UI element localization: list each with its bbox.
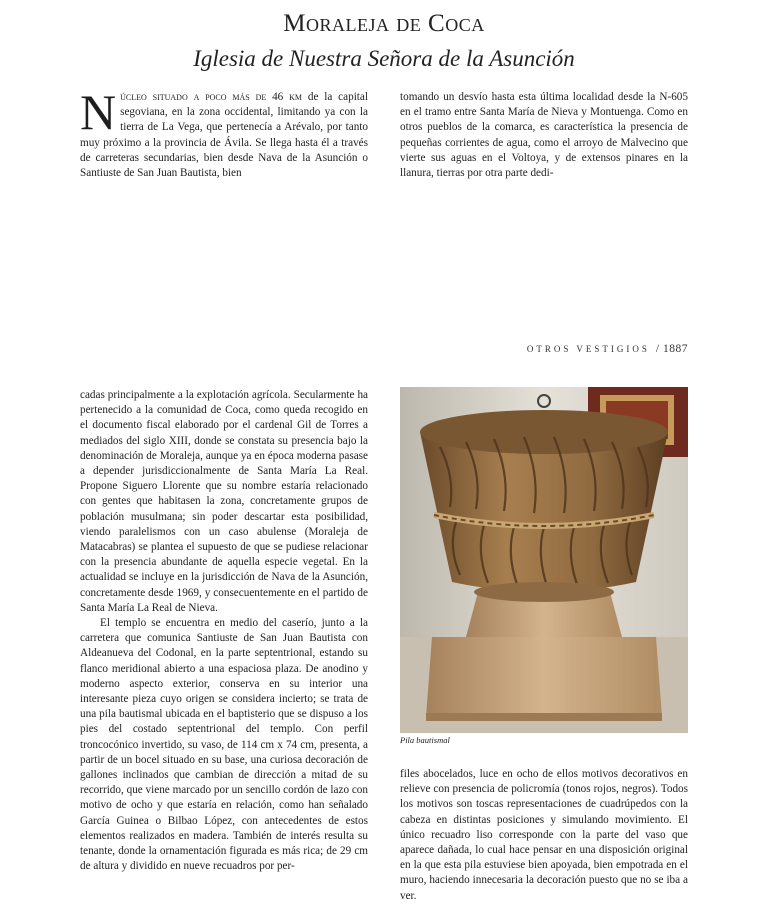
page-title: Moraleja de Coca bbox=[283, 10, 485, 37]
running-head bbox=[400, 343, 688, 355]
column-1-top bbox=[80, 84, 368, 181]
page-number: / 1887 bbox=[655, 343, 688, 355]
column-2-bottom bbox=[400, 767, 688, 904]
baptismal-font-photo bbox=[400, 387, 688, 733]
paragraph-intro: de la capital segoviana, en la zona occidental, limitando ya con la tierra de La Vega, que pertenecía a Arévalo, por tanto muy próximo a la provincia de Ávila. Se llega hasta él a través de carreteras secundarias, bien desde Nava de la Asunción o Santiuste de San Juan Bautista, bien bbox=[80, 91, 368, 180]
column-2-top bbox=[400, 90, 688, 181]
drop-cap: N bbox=[80, 84, 117, 140]
lead-in: úcleo situado a poco más de 46 km bbox=[120, 91, 302, 103]
section-name: OTROS VESTIGIOS bbox=[526, 344, 650, 354]
paragraph-history: cadas principalmente a la explotación agrícola. Secularmente ha pertenecido a la comunidad de Coca, como queda recogido en el documento fiscal elaborado por el cardenal Gil de Torres a mediados del siglo XIII, donde se constata su presencia bajo la denominación de Moraleja, aunque ya en época moderna pasase a depender jurisdiccionalmente de Santa María La Real. Propone Siguero Llorente que su nombre estaría relacionado con gentes que habitasen la zona, concretamente grupos de población musulmana; sin poder descartar esta posibilidad, viendo paralelismos con un caso abulense (Moraleja de Matacabras) se plantea el supuesto de que se pudiese relacionar con la presencia abundante de aquella especie vegetal. En la actualidad se incluye en la jurisdicción de Nava de la Asunción, concretamente desde 1969, y consecuentemente en el partido de Santa María La Real de Nieva. bbox=[80, 389, 368, 614]
paragraph-temple: El templo se encuentra en medio del caserío, junto a la carretera que comunica Santiuste de San Juan Bautista con Aldeanueva del Codonal, en la parte septentrional, estando su flanco meridional abierto a una espaciosa plaza. De anodino y moderno aspecto exterior, conserva en su interior una interesante pieza cuyo origen se considera incierto; se trata de una pila bautismal ubicada en el baptisterio que se dispuso a los pies del costado septentrional del templo. Con perfil troncocónico invertido, su vaso, de 114 cm x 74 cm, presenta, a partir de un bocel situado en su base, una curiosa decoración de gallones inclinados que cambian de dirección a mitad de su recorrido, que viene marcado por un sencillo cordón de lazo con motivo de ocho y que estaría en relación, como han señalado García Guinea o Bilbao López, con antecedentes de estos elementos realizados en madera. También de interés resulta su tenante, donde la ornamentación figurada es más rica; de 29 cm de altura y dividido en nueve recuadros por per- bbox=[80, 617, 368, 873]
figure-caption: Pila bautismal bbox=[400, 735, 450, 745]
paragraph-intro-cont: tomando un desvío hasta esta última localidad desde la N-605 en el tramo entre Santa María de Nieva y Montuenga. Como en otros pueblos de la comarca, es característica la presencia de pequeñas corrientes de agua, como el arroyo de Malvecino que vierte sus aguas en el Voltoya, y de extensos pinares en la llanura, tierras por otra parte dedi- bbox=[400, 91, 688, 180]
column-1-bottom bbox=[80, 388, 368, 875]
paragraph-font-desc: files abocelados, luce en ocho de ellos motivos decorativos en relieve con presencia de policromía (tonos rojos, negros). Todos los motivos son toscas representaciones de cuadrúpedos con la cabeza en distintas posiciones y simulando movimiento. El único recuadro liso corresponde con la parte del vaso que aparece dañada, lo cual hace pensar en una disposición original en la que esta pila estuviese bien apoyada, bien empotrada en el muro, haciendo innecesaria la decoración puesto que no se iba a ver. bbox=[400, 768, 688, 902]
page-subtitle: Iglesia de Nuestra Señora de la Asunción bbox=[193, 46, 575, 71]
